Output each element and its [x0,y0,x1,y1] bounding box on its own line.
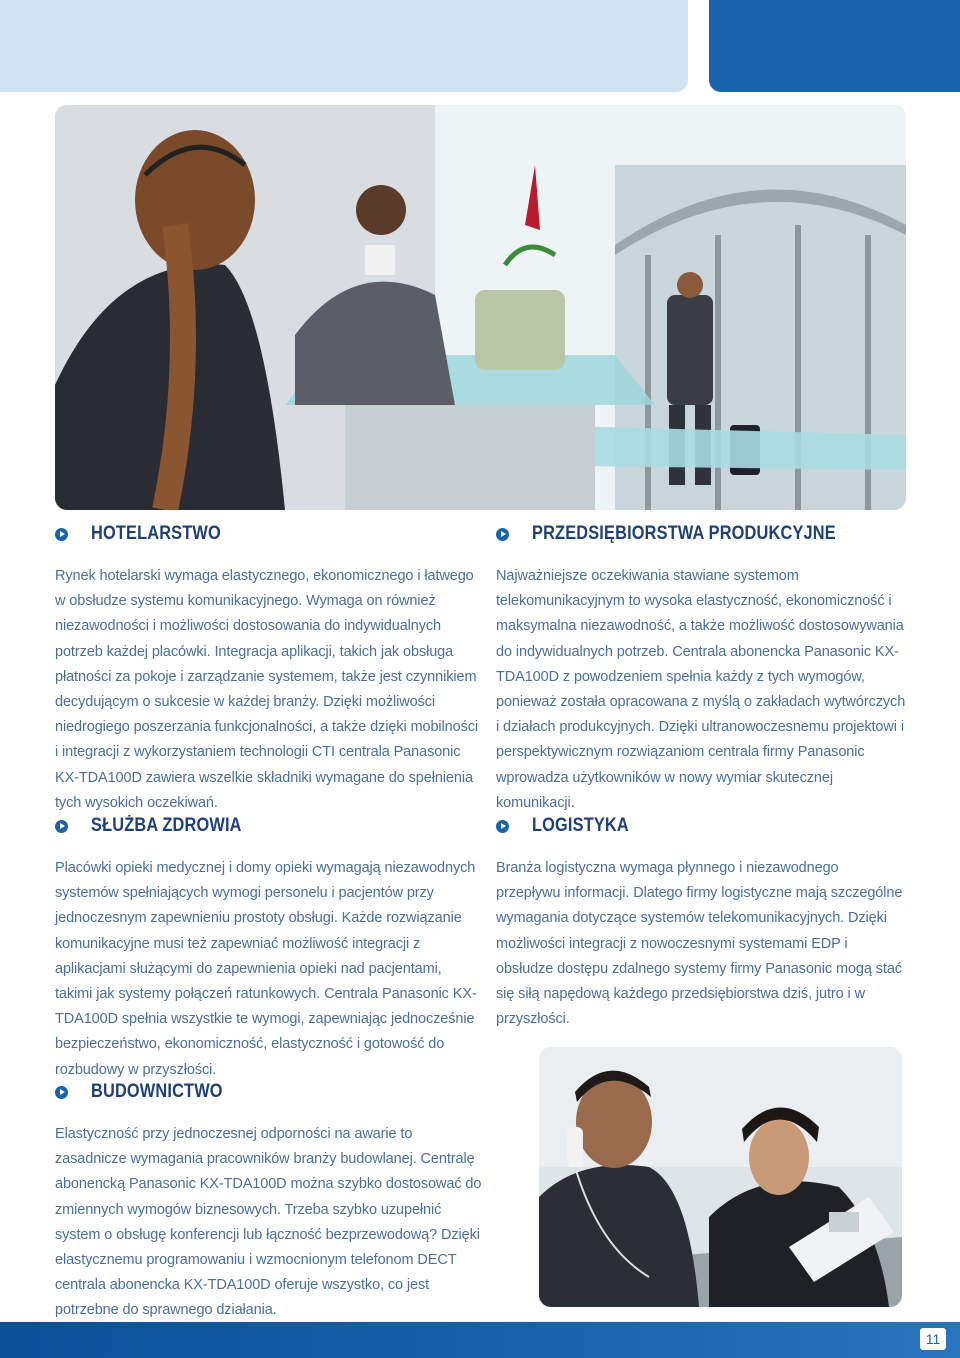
play-bullet-icon [55,528,68,541]
section-title: HOTELARSTWO [91,523,221,544]
section-hotel [55,520,480,816]
play-bullet-icon [55,1086,68,1099]
section-title: PRZEDSIĘBIORSTWA PRODUKCYJNE [532,523,836,544]
header-band-dark [709,0,960,92]
section-construction [55,1078,485,1324]
office-phone-photo [539,1047,902,1307]
section-body: Placówki opieki medycznej i domy opieki wymagają niezawodnych systemów spełniających wymogi personelu i pacjentów przy jednoczesnym zapewnieniu prostoty obsługi. Każde rozwiązanie komunikacyjne musi też zapewniać możliwość integracji z aplikacjami służącymi do zapewnienia opieki nad pacjentami, takimi jak systemy połączeń ratunkowych. Centrala Panasonic KX-TDA100D spełnia wszystkie te wymogi, zapewniając jednocześnie bezpieczeństwo, ekonomiczność, elastyczność i gotowość do rozbudowy w przyszłości. [55,860,477,1078]
hotel-reception-photo [55,105,906,510]
section-body: Rynek hotelarski wymaga elastycznego, ekonomicznego i łatwego w obsłudze systemu komunikacyjnego. Wymaga on również niezawodności i możliwości dostosowania do indywidualnych potrzeb każdej placówki. Integracja aplikacji, takich jak obsługa płatności za pokoje i zarządzanie systemem, także jest czynnikiem decydującym o sukcesie w każdej branży. Dzięki możliwości niedrogiego poszerzania funkcjonalności, a także dzięki mobilności i integracji z wykorzystaniem technologii CTI centrala Panasonic KX-TDA100D zawiera wszelkie składniki wymagane do spełnienia tych wysokich oczekiwań. [55,568,479,811]
play-bullet-icon [496,528,509,541]
section-title: LOGISTYKA [532,815,629,836]
section-body: Branża logistyczna wymaga płynnego i niezawodnego przepływu informacji. Dlatego firmy logistyczne mają szczególne wymagania dotyczące systemów telekomunikacyjnych. Dzięki możliwości integracji z nowoczesnymi systemami EDP i obsłudze dostępu zdalnego systemy firmy Panasonic mogą stać się siłą napędową każdego przedsiębiorstwa dziś, jutro i w przyszłości. [496,860,903,1028]
section-production-heading [496,520,906,548]
play-bullet-icon [55,820,68,833]
footer-bar [0,1322,960,1358]
section-title: SŁUŻBA ZDROWIA [91,815,242,836]
header-band-light [0,0,688,92]
section-logistics [496,812,906,1032]
section-body: Elastyczność przy jednoczesnej odporności na awarie to zasadnicze wymagania pracowników branży budowlanej. Centralę abonencką Panasonic KX-TDA100D można szybko dostosować do zmiennych wymogów biznesowych. Trzeba szybko uzupełnić system o obsługę konferencji lub łączność bezprzewodową? Dzięki elastycznemu programowaniu i wzmocnionym telefonom DECT centrala abonencka KX-TDA100D oferuje wszystko, co jest potrzebne do sprawnego działania. [55,1126,482,1319]
section-hotel-heading [55,520,480,548]
section-logistics-heading [496,812,906,840]
section-body: Najważniejsze oczekiwania stawiane systemom telekomunikacyjnym to wysoka elastyczność, ekonomiczność i maksymalna niezawodność, a także możliwość dostosowywania do indywidualnych potrzeb. Centrala abonencka Panasonic KX-TDA100D z powodzeniem spełnia każdy z tych wymogów, ponieważ została opracowana z myślą o zakładach wytwórczych i działach produkcyjnych. Dzięki ultranowoczesnemu projektowi i perspektywicznym rozwiązaniom centrala firmy Panasonic wprowadza użytkowników w nowy wymiar skutecznej komunikacji. [496,568,906,811]
page-number: 11 [920,1328,946,1350]
play-bullet-icon [496,820,509,833]
section-title: BUDOWNICTWO [91,1081,223,1102]
section-health-heading [55,812,480,840]
section-construction-heading [55,1078,485,1106]
section-production [496,520,906,816]
section-health [55,812,480,1083]
